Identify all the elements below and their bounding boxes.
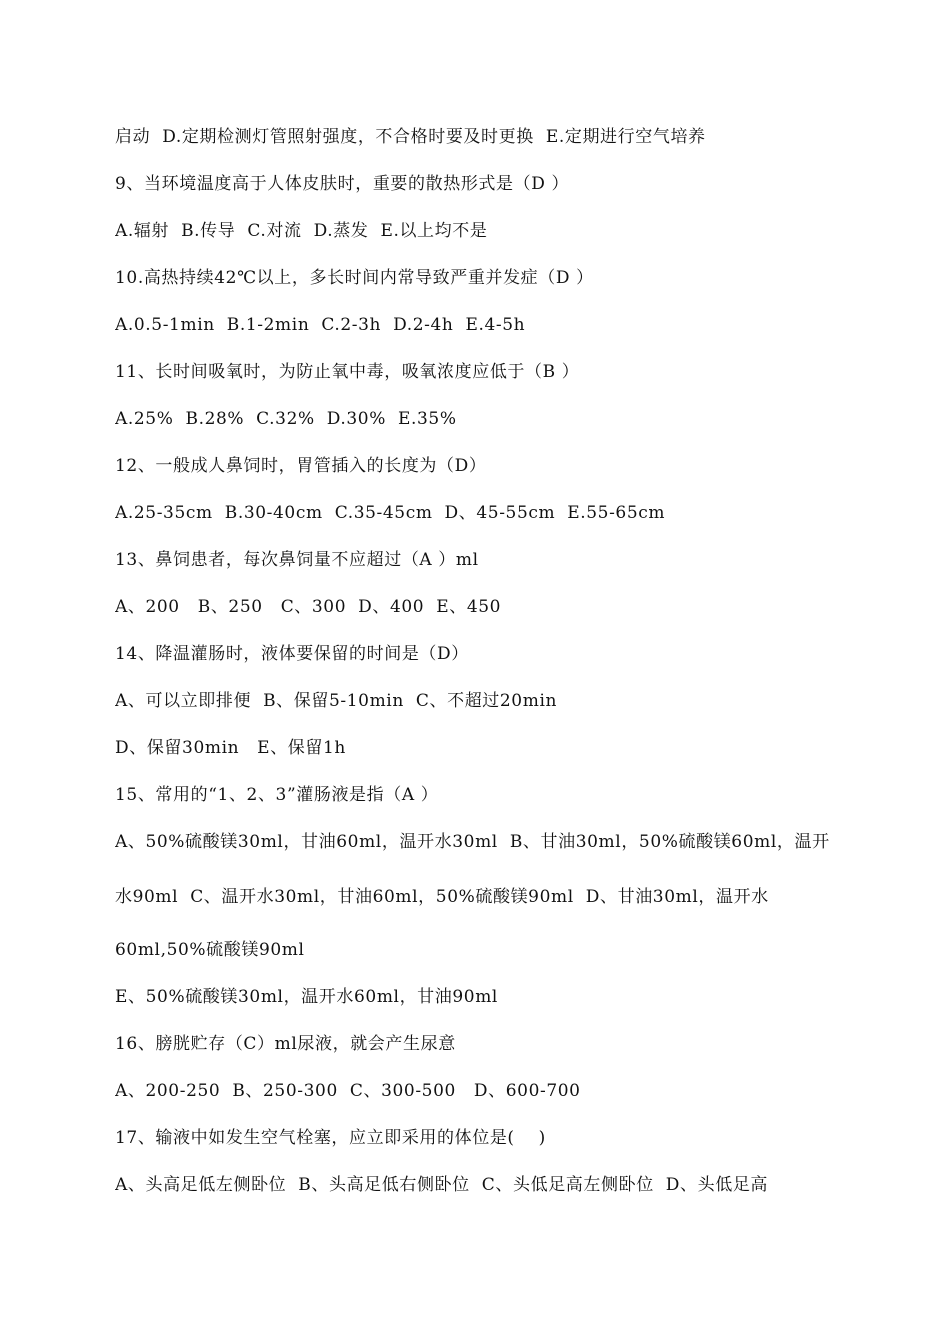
question-10: 10.高热持续42℃以上，多长时间内常导致严重并发症（D ） [115, 268, 594, 288]
question-11-options: A.25% B.28% C.32% D.30% E.35% [115, 409, 457, 429]
question-12-options: A.25-35cm B.30-40cm C.35-45cm D、45-55cm E.55-65cm [115, 503, 666, 523]
question-17: 17、输液中如发生空气栓塞，应立即采用的体位是( ) [115, 1128, 546, 1148]
question-12: 12、一般成人鼻饲时，胃管插入的长度为（D） [115, 456, 487, 476]
question-15-options-2: 水90ml C、温开水30ml，甘油60ml，50%硫酸镁90ml D、甘油30ml，温开水 [115, 887, 769, 907]
question-13: 13、鼻饲患者，每次鼻饲量不应超过（A ）ml [115, 550, 479, 570]
question-15-options-1: A、50%硫酸镁30ml，甘油60ml，温开水30ml B、甘油30ml，50%硫酸镁60ml，温开 [115, 832, 830, 852]
question-17-options: A、头高足低左侧卧位 B、头高足低右侧卧位 C、头低足高左侧卧位 D、头低足高 [115, 1175, 769, 1195]
question-15: 15、常用的“1、2、3”灌肠液是指（A ） [115, 785, 439, 805]
question-13-options: A、200 B、250 C、300 D、400 E、450 [115, 597, 502, 617]
question-14: 14、降温灌肠时，液体要保留的时间是（D） [115, 644, 469, 664]
question-14-options-2: D、保留30min E、保留1h [115, 738, 346, 758]
question-10-options: A.0.5-1min B.1-2min C.2-3h D.2-4h E.4-5h [115, 315, 526, 335]
question-11: 11、长时间吸氧时，为防止氧中毒，吸氧浓度应低于（B ） [115, 362, 580, 382]
question-9: 9、当环境温度高于人体皮肤时，重要的散热形式是（D ） [115, 174, 570, 194]
question-16: 16、膀胱贮存（C）ml尿液，就会产生尿意 [115, 1034, 456, 1054]
question-15-options-3: 60ml,50%硫酸镁90ml [115, 940, 305, 960]
text-line-1: 启动 D.定期检测灯管照射强度，不合格时要及时更换 E.定期进行空气培养 [115, 127, 706, 147]
question-14-options-1: A、可以立即排便 B、保留5-10min C、不超过20min [115, 691, 558, 711]
question-9-options: A.辐射 B.传导 C.对流 D.蒸发 E.以上均不是 [115, 221, 488, 241]
question-16-options: A、200-250 B、250-300 C、300-500 D、600-700 [115, 1081, 581, 1101]
question-15-options-4: E、50%硫酸镁30ml，温开水60ml，甘油90ml [115, 987, 498, 1007]
